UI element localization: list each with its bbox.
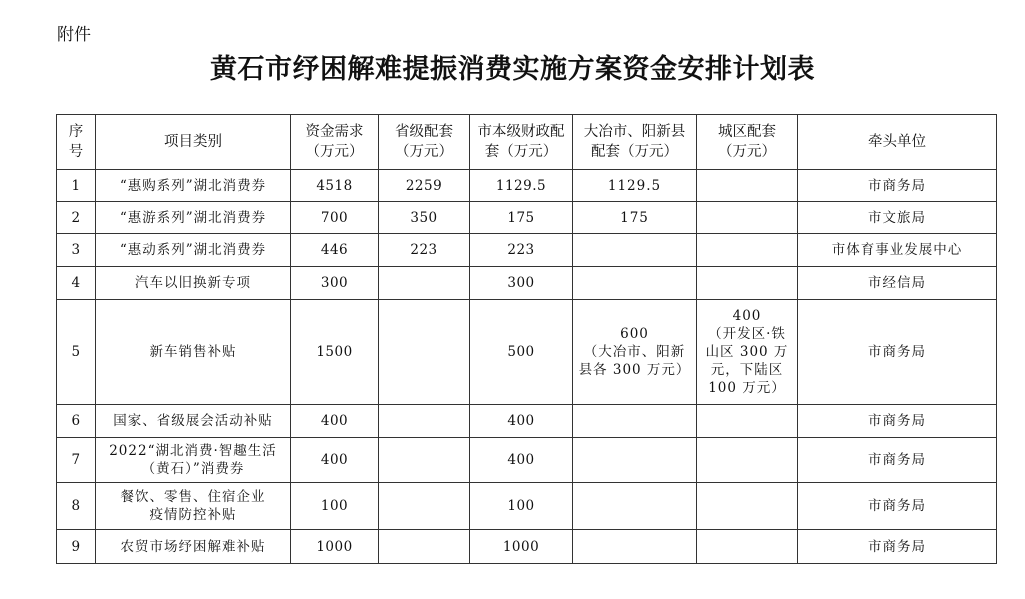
cell-lead-unit: 市商务局 — [798, 300, 997, 405]
cell-district-line: （开发区·铁 — [708, 326, 786, 342]
header-seq — [57, 115, 96, 170]
cell-provincial — [379, 438, 470, 483]
cell-district-line: 山区 300 万 — [705, 344, 789, 360]
cell-daye-yangxin — [573, 267, 697, 300]
cell-funding: 400 — [291, 438, 379, 483]
cell-category — [96, 202, 291, 234]
annex-label: 附件 — [57, 25, 91, 45]
table-row — [57, 267, 997, 300]
cell-provincial: 350 — [379, 202, 470, 234]
cell-category-line: “惠购系列”湖北消费券 — [119, 177, 267, 194]
cell-lead-unit: 市经信局 — [798, 267, 997, 300]
cell-category-line: “惠游系列”湖北消费券 — [119, 209, 267, 226]
cell-lead-unit: 市商务局 — [798, 530, 997, 564]
table-row — [57, 234, 997, 267]
header-lead-unit: 牵头单位 — [798, 115, 997, 170]
cell-funding: 446 — [291, 234, 379, 267]
cell-district — [697, 300, 798, 405]
cell-funding: 100 — [291, 483, 379, 530]
cell-daye-yangxin — [573, 483, 697, 530]
cell-funding: 400 — [291, 405, 379, 438]
page-title: 黄石市纾困解难提振消费实施方案资金安排计划表 — [210, 54, 815, 85]
cell-city-finance: 400 — [470, 405, 573, 438]
cell-category-line: 疫情防控补贴 — [149, 507, 237, 523]
cell-category — [96, 170, 291, 202]
cell-category — [96, 267, 291, 300]
header-funding — [291, 115, 379, 170]
cell-category-line: 汽车以旧换新专项 — [135, 275, 251, 291]
cell-category-line: 餐饮、零售、住宿企业 — [120, 489, 266, 505]
cell-daye-yangxin-line: 175 — [620, 209, 649, 226]
cell-lead-unit: 市商务局 — [798, 405, 997, 438]
cell-category-line: 国家、省级展会活动补贴 — [113, 413, 273, 429]
cell-category-line: （黄石）”消费券 — [141, 461, 245, 477]
header-row — [57, 115, 997, 170]
cell-city-finance: 1000 — [470, 530, 573, 564]
cell-daye-yangxin — [573, 438, 697, 483]
cell-district-line: 400 — [732, 308, 762, 324]
cell-category — [96, 405, 291, 438]
cell-district — [697, 483, 798, 530]
cell-provincial — [379, 405, 470, 438]
cell-daye-yangxin — [573, 300, 697, 405]
cell-city-finance: 175 — [470, 202, 573, 234]
cell-category — [96, 300, 291, 405]
header-category: 项目类别 — [96, 115, 291, 170]
cell-district — [697, 267, 798, 300]
cell-funding: 1000 — [291, 530, 379, 564]
cell-seq: 9 — [57, 530, 96, 564]
cell-lead-unit: 市文旅局 — [798, 202, 997, 234]
header-district-line2: （万元） — [718, 144, 776, 160]
cell-district-line: 元，下陆区 — [710, 362, 784, 378]
header-daye-yangxin-line2: 配套（万元） — [591, 144, 678, 160]
header-district-line1: 城区配套 — [718, 124, 776, 140]
cell-lead-unit: 市商务局 — [798, 438, 997, 483]
table-row — [57, 530, 997, 564]
table-row — [57, 300, 997, 405]
cell-provincial: 2259 — [379, 170, 470, 202]
table-row — [57, 202, 997, 234]
cell-provincial — [379, 530, 470, 564]
cell-city-finance: 1129.5 — [470, 170, 573, 202]
cell-seq: 1 — [57, 170, 96, 202]
header-seq-line2: 号 — [68, 144, 84, 160]
cell-daye-yangxin — [573, 530, 697, 564]
cell-category — [96, 483, 291, 530]
cell-daye-yangxin-line: 600 — [620, 326, 649, 342]
cell-category — [96, 438, 291, 483]
header-funding-line2: （万元） — [305, 144, 364, 160]
cell-daye-yangxin — [573, 202, 697, 234]
cell-category — [96, 234, 291, 267]
table-row — [57, 483, 997, 530]
cell-daye-yangxin — [573, 405, 697, 438]
cell-category-line: 2022“湖北消费·智趣生活 — [109, 443, 277, 459]
cell-provincial — [379, 267, 470, 300]
cell-district — [697, 405, 798, 438]
cell-city-finance: 400 — [470, 438, 573, 483]
cell-lead-unit: 市商务局 — [798, 170, 997, 202]
cell-daye-yangxin-line: （大冶市、阳新 — [583, 344, 686, 360]
cell-daye-yangxin — [573, 234, 697, 267]
header-daye-yangxin — [573, 115, 697, 170]
cell-city-finance: 300 — [470, 267, 573, 300]
cell-provincial: 223 — [379, 234, 470, 267]
cell-seq: 7 — [57, 438, 96, 483]
header-city-finance-line1: 市本级财政配 — [477, 124, 565, 140]
table-row — [57, 438, 997, 483]
cell-district — [697, 530, 798, 564]
cell-city-finance: 100 — [470, 483, 573, 530]
cell-city-finance: 223 — [470, 234, 573, 267]
header-provincial-line2: （万元） — [395, 144, 453, 160]
cell-district — [697, 170, 798, 202]
header-funding-line1: 资金需求 — [305, 124, 364, 140]
cell-lead-unit: 市商务局 — [798, 483, 997, 530]
cell-daye-yangxin-line: 县各 300 万元） — [578, 362, 691, 378]
cell-funding: 1500 — [291, 300, 379, 405]
cell-category-line: 农贸市场纾困解难补贴 — [120, 538, 266, 555]
table-row — [57, 170, 997, 202]
cell-seq: 5 — [57, 300, 96, 405]
cell-provincial — [379, 300, 470, 405]
header-city-finance-line2: 套（万元） — [484, 144, 558, 160]
cell-provincial — [379, 483, 470, 530]
cell-district — [697, 202, 798, 234]
cell-seq: 3 — [57, 234, 96, 267]
cell-district — [697, 234, 798, 267]
cell-category — [96, 530, 291, 564]
header-provincial-line1: 省级配套 — [395, 124, 453, 140]
table-row — [57, 405, 997, 438]
cell-district — [697, 438, 798, 483]
cell-daye-yangxin — [573, 170, 697, 202]
cell-category-line: “惠动系列”湖北消费券 — [119, 242, 267, 258]
funding-plan-table — [56, 114, 997, 564]
cell-seq: 6 — [57, 405, 96, 438]
cell-funding: 4518 — [291, 170, 379, 202]
header-provincial — [379, 115, 470, 170]
cell-daye-yangxin-line: 1129.5 — [607, 177, 662, 194]
cell-category-line: 新车销售补贴 — [149, 344, 237, 360]
cell-district-line: 100 万元） — [708, 380, 786, 396]
cell-seq: 2 — [57, 202, 96, 234]
cell-funding: 300 — [291, 267, 379, 300]
header-district — [697, 115, 798, 170]
header-daye-yangxin-line1: 大冶市、阳新县 — [583, 124, 686, 140]
table-body — [57, 170, 997, 564]
cell-funding: 700 — [291, 202, 379, 234]
header-city-finance — [470, 115, 573, 170]
cell-city-finance: 500 — [470, 300, 573, 405]
cell-lead-unit: 市体育事业发展中心 — [798, 234, 997, 267]
cell-seq: 8 — [57, 483, 96, 530]
cell-seq: 4 — [57, 267, 96, 300]
header-seq-line1: 序 — [68, 124, 84, 140]
